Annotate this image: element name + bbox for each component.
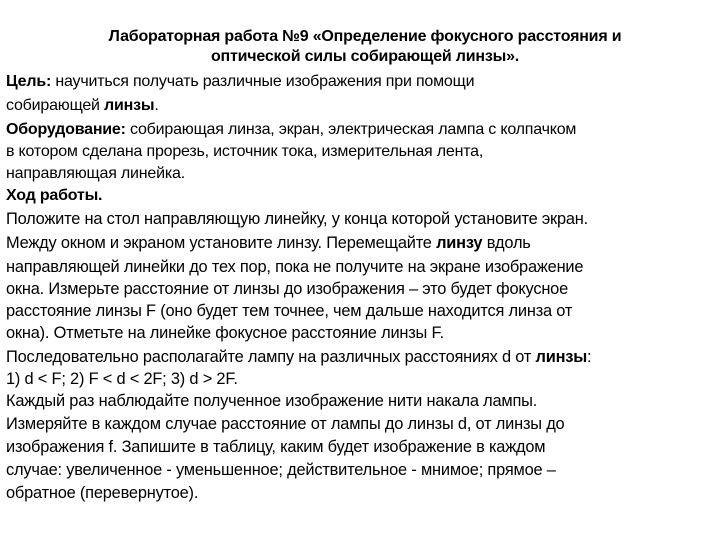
procedure-line-2: [6, 233, 531, 253]
procedure-lens-word: линзу: [436, 234, 483, 252]
procedure-line-6: окна). Отметьте на линейке фокусное расстояние линзы F.: [6, 324, 444, 342]
procedure-line-3: направляющей линейки до тех пор, пока не получите на экране изображение: [6, 258, 584, 276]
procedure-line-11: изображения f. Запишите в таблицу, каким будет изображение в каждом: [6, 438, 546, 456]
procedure-line-1: Положите на стол направляющую линейку, у конца которой установите экран.: [6, 210, 589, 228]
procedure-line-7-text: Последовательно располагайте лампу на различных расстояниях d от: [6, 348, 536, 366]
procedure-line-4: окна. Измерьте расстояние от линзы до изображения – это будет фокусное: [6, 280, 569, 298]
equipment-label: Оборудование:: [6, 121, 126, 138]
procedure-heading: [6, 186, 102, 206]
goal-line-2: [6, 96, 159, 116]
procedure-line-13: обратное (перевернутое).: [6, 484, 199, 502]
equipment-line-3: направляющая линейка.: [6, 165, 185, 182]
equipment-line-2: в котором сделана прорезь, источник тока, измерительная лента,: [6, 143, 484, 160]
title-line-2: оптической силы собирающей линзы».: [210, 48, 520, 65]
procedure-heading-text: Ход работы.: [6, 187, 103, 204]
goal-lens-word: линзы: [104, 97, 155, 114]
procedure-line-5: расстояние линзы F (оно будет тем точнее, чем дальше находится линза от: [6, 302, 573, 320]
procedure-line-12: случае: увеличенное - уменьшенное; действительное - мнимое; прямое –: [6, 461, 556, 479]
procedure-line-2-text: Между окном и экраном установите линзу. Перемещайте: [6, 234, 437, 252]
procedure-lens-word-2: линзы: [535, 348, 588, 366]
goal-line-1: [6, 72, 474, 92]
goal-text-2: собирающей: [6, 97, 105, 114]
procedure-line-9: Каждый раз наблюдайте полученное изображение нити накала лампы.: [6, 392, 538, 410]
procedure-line-10: Измеряйте в каждом случае расстояние от лампы до линзы d, от линзы до: [6, 415, 565, 433]
procedure-line-2-end: вдоль: [482, 234, 531, 252]
goal-text-1: научиться получать различные изображения при помощи: [51, 73, 475, 90]
title-line-1: Лабораторная работа №9 «Определение фокусного расстояния и: [108, 28, 622, 45]
goal-label: Цель:: [6, 73, 52, 90]
equipment-line-1: [6, 120, 576, 140]
procedure-line-7: [6, 347, 591, 367]
procedure-line-7-end: :: [587, 348, 592, 366]
procedure-line-8: 1) d < F; 2) F < d < 2F; 3) d > 2F.: [6, 370, 238, 388]
goal-period: .: [154, 97, 159, 114]
equipment-text-1: собирающая линза, экран, электрическая лампа с колпачком: [125, 121, 577, 138]
